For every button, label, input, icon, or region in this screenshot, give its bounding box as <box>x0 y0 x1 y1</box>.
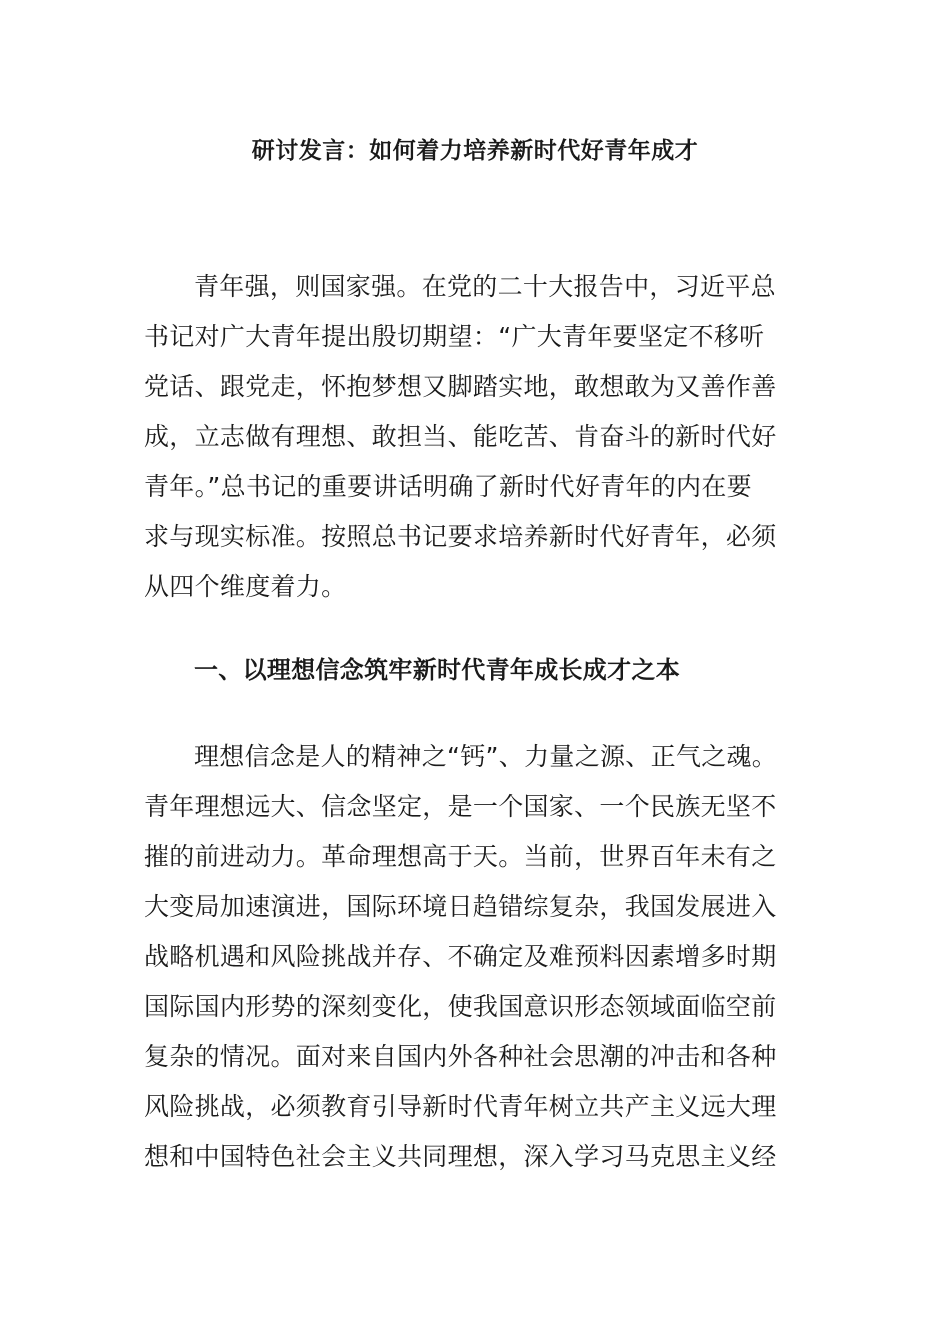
paragraph-line: 党话、跟党走，怀抱梦想又脚踏实地，敢想敢为又善作善 <box>144 372 777 401</box>
paragraph-line: 成，立志做有理想、敢担当、能吃苦、肯奋斗的新时代好 <box>144 422 777 451</box>
paragraph-line: 书记对广大青年提出殷切期望：“广大青年要坚定不移听 <box>144 322 765 351</box>
paragraph-line: 青年理想远大、信念坚定，是一个国家、一个民族无坚不 <box>144 792 777 821</box>
intro-paragraph <box>144 262 834 612</box>
paragraph-line: 风险挑战，必须教育引导新时代青年树立共产主义远大理 <box>144 1092 777 1121</box>
section-paragraph <box>144 732 834 1182</box>
paragraph-line: 摧的前进动力。革命理想高于天。当前，世界百年未有之 <box>144 842 777 871</box>
paragraph-line: 理想信念是人的精神之“钙”、力量之源、正气之魂。 <box>194 742 778 771</box>
paragraph-line: 从四个维度着力。 <box>144 572 347 601</box>
paragraph-line: 求与现实标准。按照总书记要求培养新时代好青年，必须 <box>144 522 777 551</box>
paragraph-line: 青年强，则国家强。在党的二十大报告中，习近平总 <box>194 272 776 301</box>
paragraph-line: 想和中国特色社会主义共同理想，深入学习马克思主义经 <box>144 1142 777 1171</box>
paragraph-line: 战略机遇和风险挑战并存、不确定及难预料因素增多时期 <box>144 942 777 971</box>
section-heading: 一、以理想信念筑牢新时代青年成长成才之本 <box>194 656 680 684</box>
paragraph-line: 青年。”总书记的重要讲话明确了新时代好青年的内在要 <box>144 472 752 501</box>
paragraph-line: 大变局加速演进，国际环境日趋错综复杂，我国发展进入 <box>144 892 777 921</box>
paragraph-line: 复杂的情况。面对来自国内外各种社会思潮的冲击和各种 <box>144 1042 777 1071</box>
paragraph-line: 国际国内形势的深刻变化，使我国意识形态领域面临空前 <box>144 992 777 1021</box>
document-title: 研讨发言：如何着力培养新时代好青年成才 <box>251 138 699 164</box>
